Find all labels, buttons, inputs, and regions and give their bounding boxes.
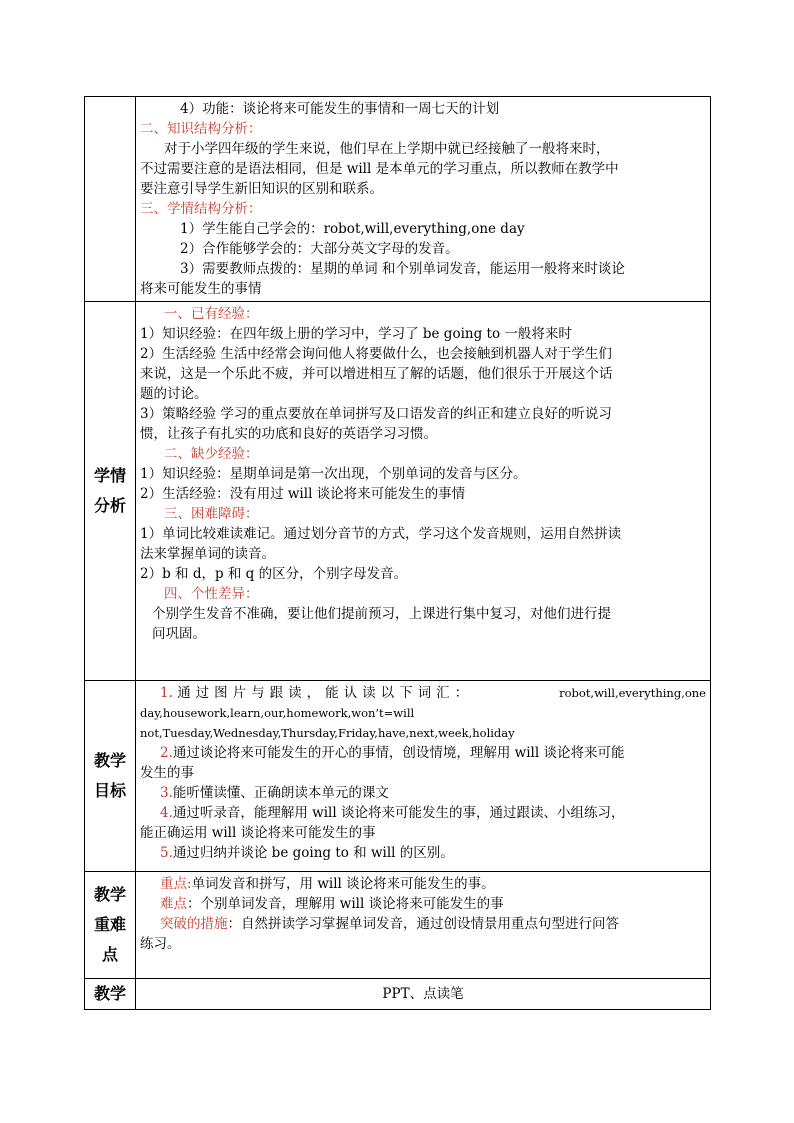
text-line: 1）学生能自己学会的：robot,will,everything,one day: [180, 221, 525, 237]
label-line: 教学: [93, 751, 126, 770]
text-line: 三、学情结构分析：: [140, 201, 262, 217]
text-line: 1）知识经验：星期单词是第一次出现，个别单词的发音与区分。: [140, 466, 527, 482]
analysis-lines: [140, 99, 706, 299]
goal-text: 通过谈论将来可能发生的开心的事情，创设情境，理解用 will 谈论将来可能: [172, 745, 625, 761]
table-row: [85, 979, 711, 1010]
text-line: 要注意引导学生新旧知识的区别和联系。: [140, 181, 383, 197]
goal-number: 4.: [160, 805, 173, 821]
text-line: 二、知识结构分析：: [140, 121, 262, 137]
goal-text: 通过图片与跟读，能认读以下词汇：: [177, 685, 474, 701]
goal-item: [140, 843, 706, 863]
text-line: 3）策略经验 学习的重点要放在单词拼写及口语发音的纠正和建立良好的听说习: [140, 406, 612, 422]
text-line: 3）需要教师点拨的：星期的单词 和个别单词发音，能运用一般将来时谈论: [180, 261, 625, 277]
goal-number: 3.: [160, 785, 173, 801]
label-line: 学情: [93, 466, 126, 485]
row-label-zhongnandian: [85, 872, 136, 979]
text-line: 三、困难障碍：: [164, 506, 259, 522]
label-line: 分析: [93, 496, 126, 515]
text-line: 一、已有经验：: [164, 306, 259, 322]
label-line: 重难: [93, 915, 126, 934]
measures-cont: 练习。: [140, 936, 181, 952]
measures-text: ：自然拼读学习掌握单词发音，通过创设情景用重点句型进行问答: [227, 916, 619, 932]
goal-1: [140, 683, 706, 703]
text-line: 2）生活经验：没有用过 will 谈论将来可能发生的事情: [140, 486, 466, 502]
text-line: 不过需要注意的是语法相同，但是 will 是本单元的学习重点，所以教师在教学中: [140, 161, 619, 177]
text-line: 1）知识经验：在四年级上册的学习中，学习了 be going to 一般将来时: [140, 326, 572, 342]
row-label-jiaoxue: [85, 979, 136, 1010]
goal-number: 5.: [160, 845, 173, 861]
goal-words: robot,will,everything,one: [559, 686, 706, 700]
goal-item: [140, 783, 706, 803]
table-row: [85, 97, 711, 302]
key-text: 单词发音和拼写，用 will 谈论将来可能发生的事。: [191, 876, 495, 892]
row-label-xueqing: [85, 302, 136, 681]
goal-text: 通过听录音，能理解用 will 谈论将来可能发生的事，通过跟读、小组练习，: [172, 805, 625, 821]
label-line: 目标: [93, 781, 126, 800]
student-analysis-lines: [140, 304, 706, 644]
measures-label: 突破的措施: [160, 916, 228, 932]
analysis-cell: [136, 97, 711, 302]
resources-cell: [136, 979, 711, 1010]
goal-text: 能听懂读懂、正确朗读本单元的课文: [172, 785, 389, 801]
goal-words-line: day,housework,learn,our,homework,won’t=will: [140, 706, 415, 720]
text-line: 法来掌握单词的读音。: [140, 546, 275, 562]
difficult-text: ：个别单词发音，理解用 will 谈论将来可能发生的事: [187, 896, 504, 912]
measures: [140, 914, 706, 934]
goal-words-line: not,Tuesday,Wednesday,Thursday,Friday,have,next,week,holiday: [140, 726, 515, 740]
text-line: 2）合作能够学会的：大部分英文字母的发音。: [180, 241, 459, 257]
goals-lines: [140, 743, 706, 863]
key-label: 重点:: [160, 876, 192, 892]
label-line: 教学: [93, 984, 126, 1003]
row-label-mubiao: [85, 681, 136, 872]
text-line: 对于小学四年级的学生来说，他们早在上学期中就已经接触了一般将来时，: [164, 141, 610, 157]
table-row: [85, 302, 711, 681]
difficult-point: [140, 894, 706, 914]
text-line: 题的讨论。: [140, 386, 208, 402]
text-line: 四、个性差异：: [164, 586, 259, 602]
goal-text: 通过归纳并谈论 be going to 和 will 的区别。: [172, 845, 454, 861]
table-row: [85, 872, 711, 979]
difficult-label: 难点: [160, 896, 187, 912]
text-line: 4）功能：谈论将来可能发生的事情和一周七天的计划: [180, 101, 500, 117]
text-line: 惯，让孩子有扎实的功底和良好的英语学习习惯。: [140, 426, 437, 442]
row-label-empty: [85, 97, 136, 302]
label-line: 点: [101, 945, 118, 964]
student-analysis-cell: [136, 302, 711, 681]
goals-cell: [136, 681, 711, 872]
goal-number: 1.: [160, 685, 173, 701]
text-line: 将来可能发生的事情: [140, 281, 262, 297]
goal-text-cont: 能正确运用 will 谈论将来可能发生的事: [140, 825, 376, 841]
text-line: 二、缺少经验：: [164, 446, 259, 462]
text-line: 问巩固。: [152, 626, 206, 642]
text-line: 个别学生发音不准确，要让他们提前预习，上课进行集中复习，对他们进行提: [152, 606, 611, 622]
lesson-plan-table: [84, 96, 711, 1010]
text-line: 来说，这是一个乐此不疲，并可以增进相互了解的话题，他们很乐于开展这个话: [140, 366, 613, 382]
text-line: 2）生活经验 生活中经常会询问他人将要做什么，也会接触到机器人对于学生们: [140, 346, 612, 362]
resources-text: PPT、点读笔: [382, 986, 464, 1002]
goal-text-cont: 发生的事: [140, 765, 194, 781]
label-line: 教学: [93, 885, 126, 904]
key-points-cell: [136, 872, 711, 979]
goal-item: [140, 803, 706, 823]
goal-item: [140, 743, 706, 763]
text-line: 2）b 和 d，p 和 q 的区分，个别字母发音。: [140, 566, 408, 582]
text-line: 1）单词比较难读难记。通过划分音节的方式，学习这个发音规则，运用自然拼读: [140, 526, 622, 542]
goal-number: 2.: [160, 745, 173, 761]
table-row: [85, 681, 711, 872]
key-point: [140, 874, 706, 894]
